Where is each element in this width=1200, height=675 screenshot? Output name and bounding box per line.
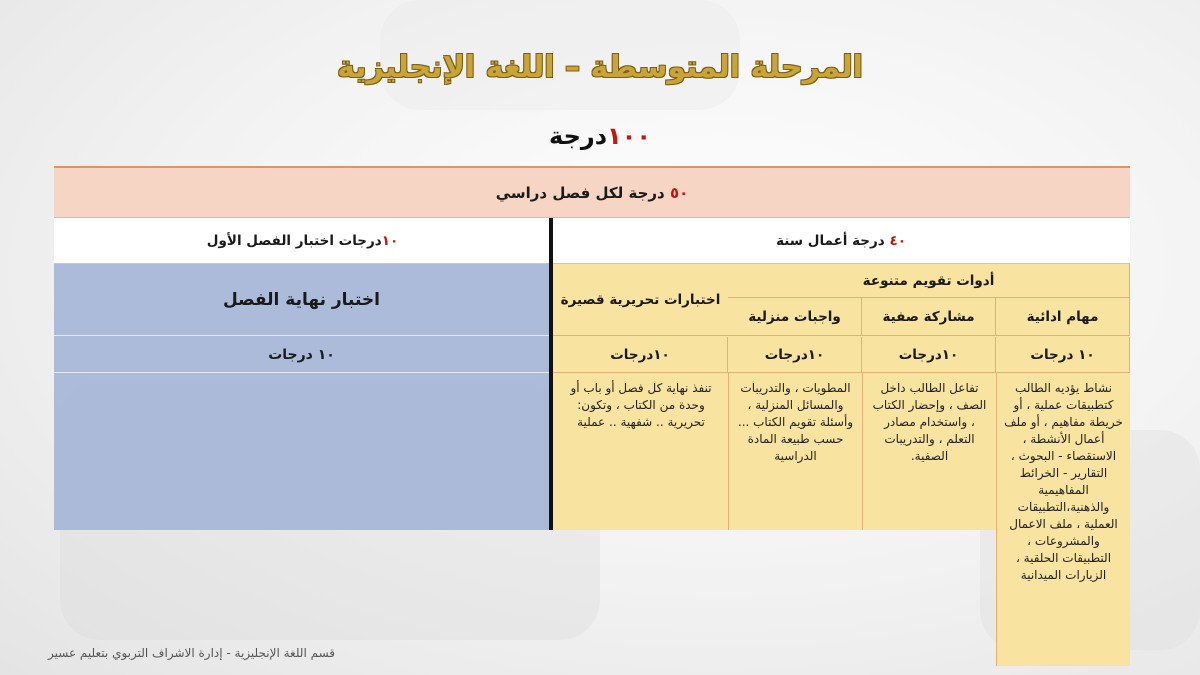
performance-tasks-label: مهام ادائية — [996, 298, 1130, 336]
semester-text: درجة لكل فصل دراسي — [495, 183, 665, 202]
year-work-number: ٤٠ — [889, 232, 906, 249]
homework-description: المطويات ، والتدريبات والمسائل المنزلية ، وأسئلة تقويم الكتاب ... حسب طبيعة المادة الدراسية — [737, 381, 854, 463]
short-tests-label: اختبارات تحريرية قصيرة — [553, 264, 728, 336]
first-exam-text: درجات اختبار الفصل الأول — [206, 232, 382, 249]
short-tests-grade: ١٠درجات — [553, 337, 728, 373]
semester-header — [54, 166, 1130, 218]
homework-label: واجبات منزلية — [728, 298, 862, 336]
year-work-text: درجة أعمال سنة — [776, 232, 885, 249]
semester-number: ٥٠ — [669, 183, 689, 202]
total-grade-number: ١٠٠ — [607, 122, 651, 150]
first-exam-header — [54, 218, 551, 264]
participation-grade: ١٠درجات — [862, 337, 996, 373]
short-tests-description: تنفذ نهاية كل فصل أو باب أو وحدة من الكتاب ، وتكون: تحريرية .. شفهية .. عملية — [570, 381, 712, 429]
diverse-tools-header: أدوات تقويم متنوعة — [728, 264, 1130, 298]
footer-text: قسم اللغة الإنجليزية - إدارة الاشراف التربوي بتعليم عسير — [48, 646, 336, 660]
final-exam-label: اختبار نهاية الفصل — [54, 264, 549, 336]
participation-description: تفاعل الطالب داخل الصف ، وإحضار الكتاب ، واستخدام مصادر التعلم ، والتدريبات الصفية. — [872, 381, 987, 463]
total-grade-unit: درجة — [549, 122, 608, 150]
performance-tasks-description: نشاط يؤديه الطالب كتطبيقات عملية ، أو خريطة مفاهيم ، أو ملف أعمال الأنشطة ، الاستقصاء - البحوث ، التقارير - الخرائط المفاهيمية والذهنية،التطبيقات العملية ، ملف الاعمال والمشروعات ، التطبيقات الحلقية ، الزيارات الميدانية — [1004, 381, 1123, 582]
first-exam-number: ١٠ — [381, 232, 399, 249]
final-exam-grade: ١٠ درجات — [54, 337, 549, 373]
year-work-header — [552, 218, 1130, 264]
page-title: المرحلة المتوسطة – اللغة الإنجليزية — [337, 50, 863, 85]
homework-grade: ١٠درجات — [728, 337, 862, 373]
participation-label: مشاركة صفية — [862, 298, 996, 336]
performance-tasks-grade: ١٠ درجات — [996, 337, 1130, 373]
total-grade — [0, 122, 1200, 150]
